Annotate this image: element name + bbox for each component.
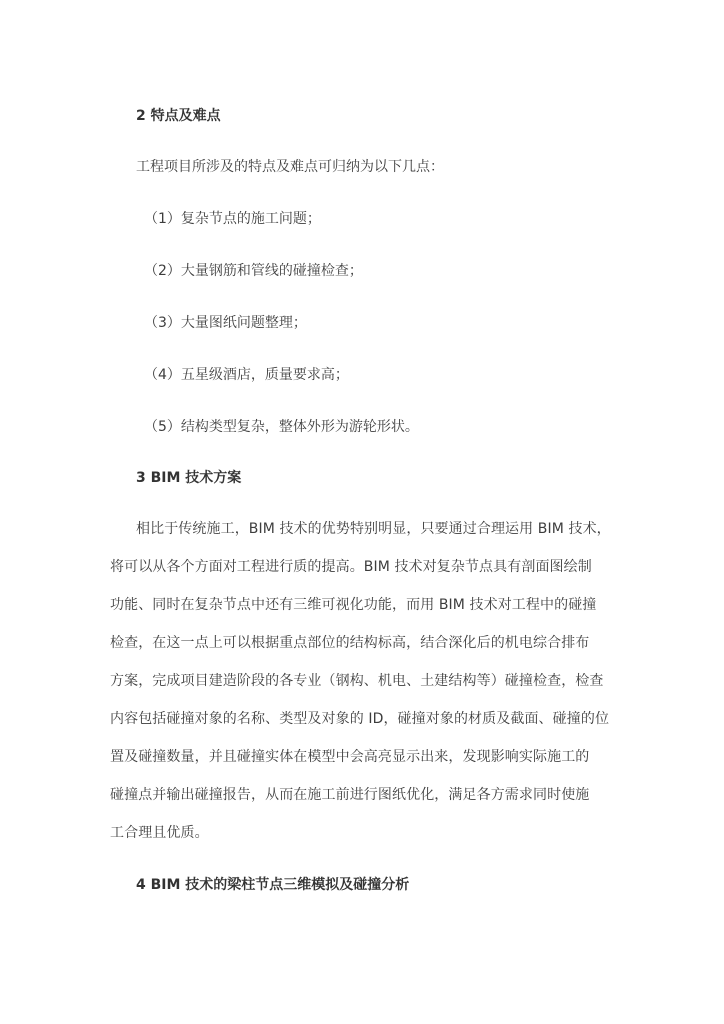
list-item: （3）大量图纸问题整理； (144, 315, 307, 331)
paragraph-line: 置及碰撞数量，并且碰撞实体在模型中会高亮显示出来，发现影响实际施工的 (110, 749, 590, 765)
list-item: （1）复杂节点的施工问题； (144, 211, 321, 227)
section-2-intro: 工程项目所涉及的特点及难点可归纳为以下几点： (136, 159, 444, 175)
paragraph-line: 内容包括碰撞对象的名称、类型及对象的 ID，碰撞对象的材质及截面、碰撞的位 (110, 711, 610, 727)
paragraph-line: 将可以从各个方面对工程进行质的提高。BIM 技术对复杂节点具有剖面图绘制 (110, 559, 592, 575)
paragraph-line: 工合理且优质。 (110, 825, 209, 841)
section-3-heading: 3 BIM 技术方案 (136, 470, 242, 486)
paragraph-line: 相比于传统施工，BIM 技术的优势特别明显，只要通过合理运用 BIM 技术， (136, 521, 611, 537)
paragraph-line: 功能、同时在复杂节点中还有三维可视化功能，而用 BIM 技术对工程中的碰撞 (110, 597, 597, 613)
section-4-heading: 4 BIM 技术的梁柱节点三维模拟及碰撞分析 (136, 877, 410, 893)
paragraph-line: 方案，完成项目建造阶段的各专业（钢构、机电、土建结构等）碰撞检查，检查 (110, 673, 604, 689)
paragraph-line: 碰撞点并输出碰撞报告，从而在施工前进行图纸优化，满足各方需求同时使施 (110, 787, 590, 803)
list-item: （5）结构类型复杂，整体外形为游轮形状。 (144, 419, 419, 435)
paragraph-line: 检查，在这一点上可以根据重点部位的结构标高，结合深化后的机电综合排布 (110, 635, 590, 651)
section-2-heading: 2 特点及难点 (136, 108, 221, 124)
list-item: （2）大量钢筋和管线的碰撞检查； (144, 263, 363, 279)
list-item: （4）五星级酒店，质量要求高； (144, 367, 349, 383)
